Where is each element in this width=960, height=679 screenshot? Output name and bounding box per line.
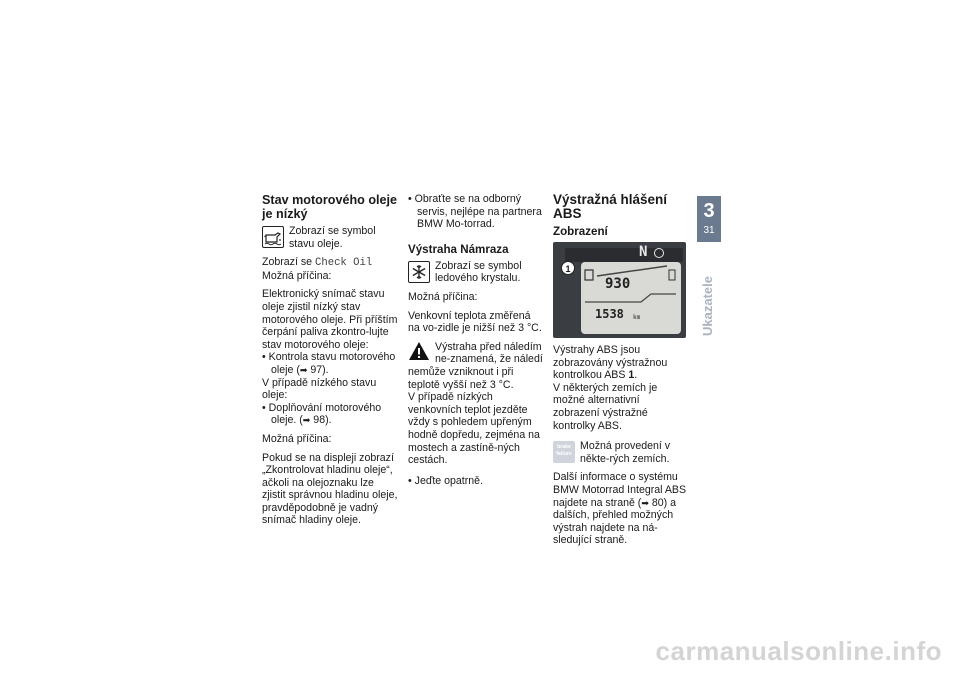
warning-triangle-icon	[408, 341, 430, 361]
instrument-cluster-photo	[553, 242, 686, 338]
ice-cause-text: Venkovní teplota změřená na vo-zidle je nižší než 3 °C.	[408, 309, 542, 335]
abs-callout-ref: 1	[628, 369, 635, 382]
heading-abs-warnings: Výstražná hlášení ABS	[553, 192, 668, 221]
abs-info-text: Další informace o systému BMW Motorrad Integral ABS najdete na straně (	[553, 471, 687, 509]
abs-desc-2: V některých zemích je možné alternativní zobrazení výstražné kontrolky ABS.	[553, 381, 658, 432]
subheading-display: Zobrazení	[553, 225, 608, 238]
cause-text: Elektronický snímač stavu oleje zjistil nízký stav motorového oleje. Při příštím čerpání paliva zkontro-lujte stav motorového oleje:	[262, 288, 398, 351]
lcd-value-2: 1538	[595, 307, 624, 321]
callout-1: 1	[561, 261, 575, 275]
oil-symbol-row	[262, 225, 398, 250]
column-ice	[408, 193, 544, 487]
bullet-careful: • Jeďte opatrně.	[408, 474, 484, 487]
bullet-text: Doplňování motorového oleje. (	[268, 401, 382, 427]
snowflake-icon	[408, 261, 430, 283]
column-oil	[262, 193, 398, 527]
page-number: 31	[703, 225, 715, 236]
chapter-label: Ukazatele	[700, 276, 715, 336]
oil-symbol-text: Zobrazí se symbol stavu oleje.	[289, 225, 376, 250]
ice-symbol-row	[408, 260, 544, 285]
bullet-end: ).	[325, 414, 332, 427]
bullet-text: Jeďte opatrně.	[414, 474, 484, 487]
bullet-check-oil: • Kontrola stavu motorového oleje (➡ 97).	[262, 351, 396, 376]
lcd-display	[581, 262, 681, 334]
page-ref[interactable]: 97	[310, 363, 323, 376]
ice-cause-label: Možná příčina:	[408, 290, 478, 303]
abs-desc-end: .	[634, 369, 638, 382]
lcd-unit: km	[633, 314, 641, 321]
cause-label-2: Možná příčina:	[262, 432, 332, 445]
bullet-service: • Obraťte se na odborný servis, nejlépe na partnera BMW Mo-torrad.	[408, 193, 542, 231]
abs-info-end: ) a dalších, přehled možných výstrah najdete na ná-sledující straně.	[553, 496, 677, 547]
page-ref-arrow-icon: ➡	[302, 415, 311, 426]
bullet-refill-oil: • Doplňování motorového oleje. (➡ 98).	[262, 401, 382, 427]
column-abs	[553, 193, 687, 547]
cause-text-2: Pokud se na displeji zobrazí „Zkontrolovat hladinu oleje“, ačkoli na olejoznaku lze zjistit správnou hladinu oleje, pravděpodobně je vadný snímač hladiny oleje.	[262, 451, 398, 527]
lcd-value-1: 930	[605, 276, 631, 292]
oil-can-icon	[262, 226, 284, 248]
abs-warning-icon	[654, 248, 664, 258]
abs-desc-1	[553, 344, 687, 382]
page-ref-arrow-icon: ➡	[299, 364, 308, 375]
brake-failure-text: Možná provedení v někte-rých zemích.	[580, 440, 671, 465]
ice-advice: V případě nízkých venkovních teplot jezděte vždy s pohledem upřeným hodně dopředu, zejména na mostech a zastíně-ných cestách.	[408, 391, 540, 467]
gear-indicator: N	[639, 244, 648, 260]
display-code: Check Oil	[315, 257, 373, 270]
chapter-number: 3	[703, 200, 715, 222]
abs-desc-text: Výstrahy ABS jsou zobrazovány výstražnou kontrolkou ABS	[553, 344, 668, 382]
ice-symbol-text: Zobrazí se symbol ledového krystalu.	[435, 259, 522, 285]
lcd-graphics	[581, 262, 681, 334]
page-ref[interactable]: 98	[313, 414, 326, 427]
watermark: carmanualsonline.info	[655, 636, 942, 666]
bullet-text: Kontrola stavu motorového oleje (	[268, 351, 396, 376]
brake-icon-line-2: failure	[556, 451, 572, 458]
page-ref[interactable]: 80	[651, 496, 664, 509]
page-ref-arrow-icon: ➡	[641, 497, 649, 508]
cause-label: Možná příčina:	[262, 269, 332, 282]
bullet-text: Obraťte se na odborný servis, nejlépe na partnera BMW Mo-torrad.	[414, 193, 542, 231]
ice-warning-row	[408, 341, 544, 391]
abs-info	[553, 471, 687, 547]
bullet-end: ).	[322, 363, 329, 376]
low-level-text: V případě nízkého stavu oleje:	[262, 376, 377, 402]
heading-ice-warning: Výstraha Námraza	[408, 242, 509, 256]
brake-icon-line-1: brake	[557, 444, 571, 451]
display-line	[262, 256, 398, 270]
indicator-bar	[565, 244, 683, 262]
display-prefix: Zobrazí se	[262, 256, 315, 269]
brake-failure-icon	[553, 441, 575, 463]
ice-warning-text: Výstraha před náledím ne-znamená, že náledí nemůže vzniknout i při teplotě vyšší než 3 °C.	[408, 340, 543, 391]
brake-failure-row	[553, 440, 687, 465]
heading-oil-level: Stav motorového oleje je nízký	[262, 193, 398, 221]
